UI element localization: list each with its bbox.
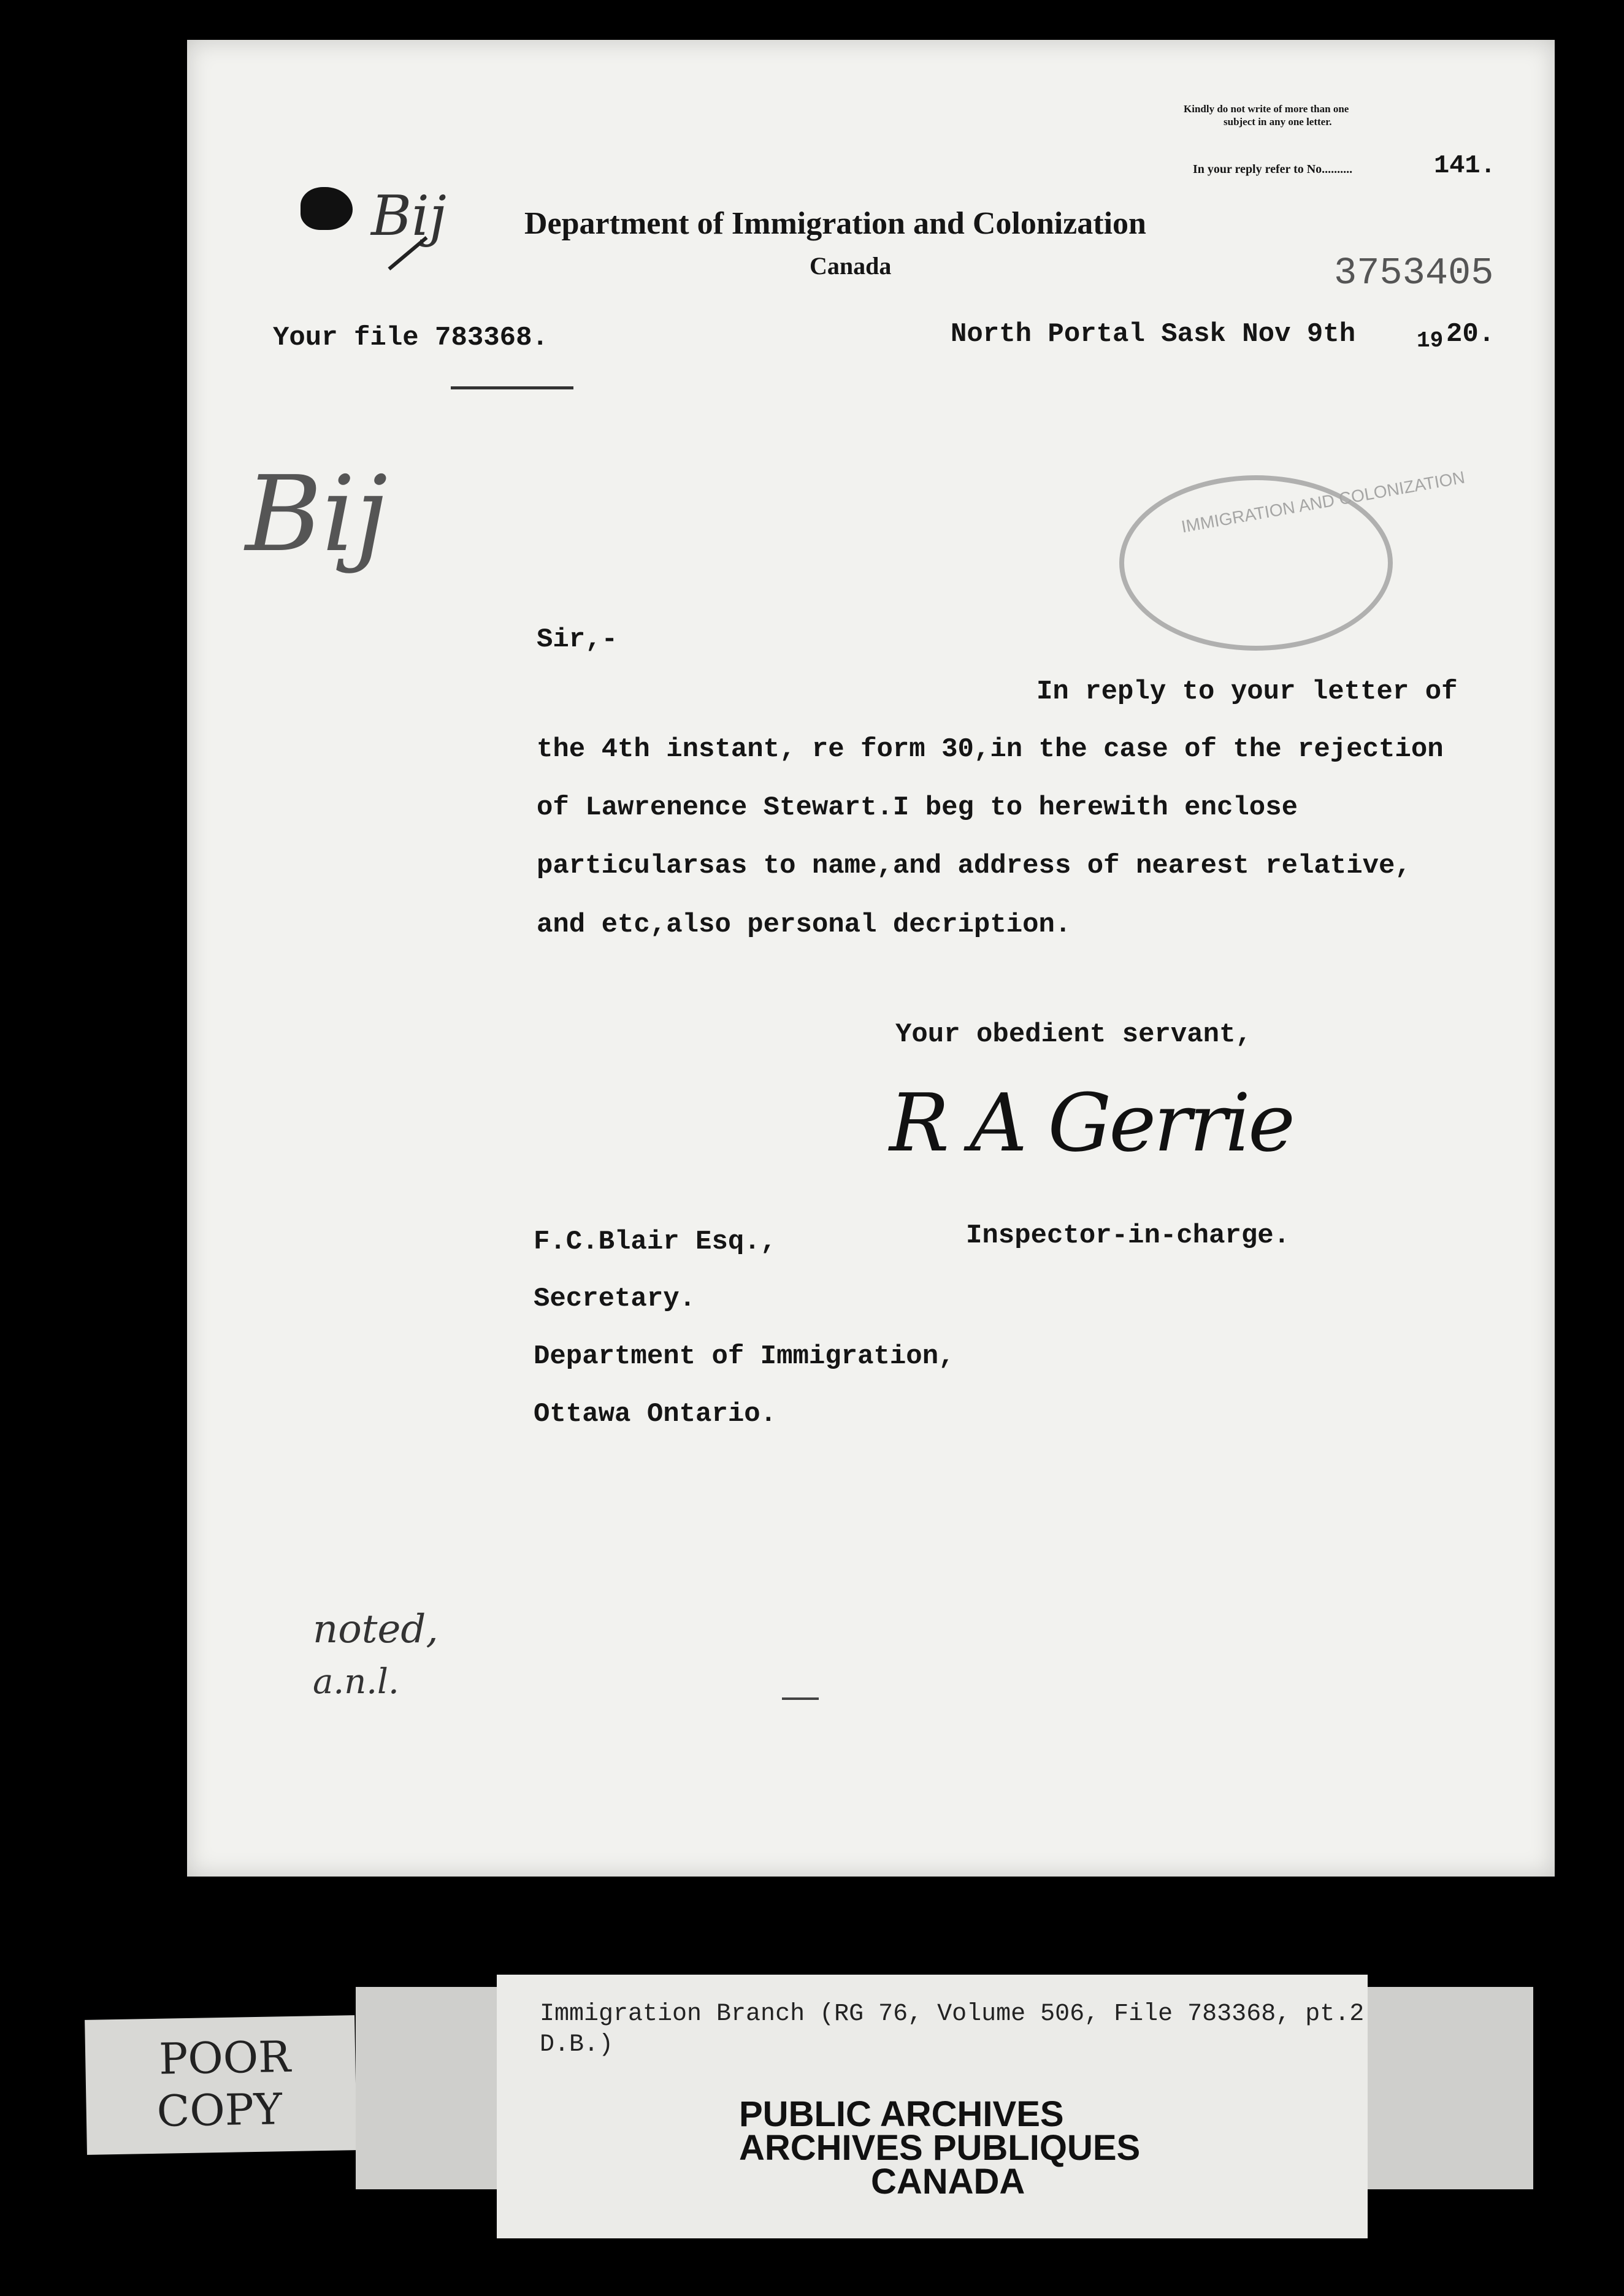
reply-ref-number: 141. <box>1434 151 1496 180</box>
country-name: Canada <box>810 252 892 280</box>
note-top: Kindly do not write of more than one <box>1184 103 1349 115</box>
stamp-text: IMMIGRATION AND COLONIZATION <box>1179 467 1466 537</box>
poor-copy-line-2: COPY <box>156 2084 283 2137</box>
year-suffix: 20. <box>1446 319 1495 350</box>
note-bottom: subject in any one letter. <box>1224 116 1332 128</box>
handwritten-note-1: noted, <box>313 1607 439 1652</box>
addressee-line-3: Department of Immigration, <box>534 1341 955 1372</box>
year-prefix: 19 <box>1417 328 1444 353</box>
body-line-3: of Lawrenence Stewart.I beg to herewith enclose <box>537 792 1298 823</box>
archives-title-country: CANADA <box>871 2162 1025 2202</box>
signature: R A Gerrie <box>889 1076 1293 1169</box>
body-line-4: particularsas to name,and address of nearest relative, <box>537 851 1411 881</box>
body-line-1: In reply to your letter of <box>1036 676 1458 707</box>
reply-ref-label: In your reply refer to No.......... <box>1193 163 1353 176</box>
file-number-stamp: 3753405 <box>1334 251 1494 295</box>
letter-page <box>187 40 1555 1877</box>
department-title: Department of Immigration and Colonization <box>524 206 1146 241</box>
archives-title-en: PUBLIC ARCHIVES <box>739 2094 1064 2134</box>
closing: Your obedient servant, <box>895 1019 1252 1050</box>
place-date: North Portal Sask Nov 9th <box>951 319 1356 350</box>
poor-copy-tag <box>85 2015 357 2155</box>
ink-blot <box>301 187 353 230</box>
body-line-2: the 4th instant, re form 30,in the case of the rejection <box>537 734 1444 765</box>
underline-stroke <box>451 386 573 389</box>
addressee-line-1: F.C.Blair Esq., <box>534 1226 777 1257</box>
salutation: Sir,- <box>537 624 618 655</box>
archives-title-fr: ARCHIVES PUBLIQUES <box>739 2128 1141 2168</box>
short-dash <box>782 1697 819 1700</box>
reference-line-1: Immigration Branch (RG 76, Volume 506, File 783368, pt.2 <box>540 2000 1365 2028</box>
poor-copy-line-1: POOR <box>158 2032 291 2084</box>
received-stamp <box>1119 467 1466 651</box>
handwritten-initials-middle: Bij <box>245 454 388 575</box>
body-line-5: and etc,also personal decription. <box>537 909 1071 940</box>
reference-line-2: D.B.) <box>540 2031 614 2059</box>
handwritten-initials-top: Bij <box>371 184 446 248</box>
addressee-line-2: Secretary. <box>534 1284 696 1314</box>
handwritten-note-2: a.n.l. <box>313 1662 399 1702</box>
addressee-line-4: Ottawa Ontario. <box>534 1399 777 1429</box>
your-file: Your file 783368. <box>273 323 548 353</box>
signer-title: Inspector-in-charge. <box>966 1220 1290 1251</box>
